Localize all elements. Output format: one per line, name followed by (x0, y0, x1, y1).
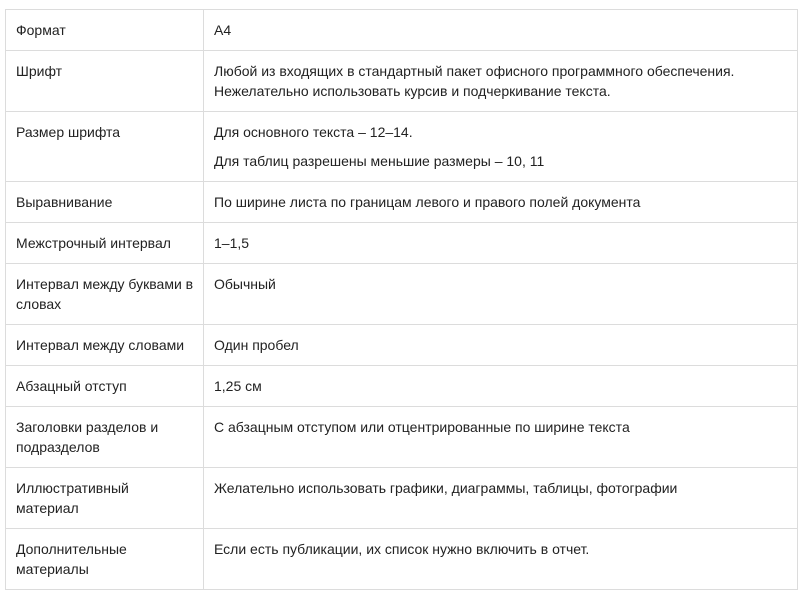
table-row (6, 112, 798, 182)
value-line: По ширине листа по границам левого и правого полей документа (214, 194, 641, 210)
value-line: Желательно использовать графики, диаграммы, таблицы, фотографии (214, 480, 678, 496)
value-line: С абзацным отступом или отцентрированные по ширине текста (214, 419, 630, 435)
row-label: Формат (6, 10, 204, 51)
row-value (204, 468, 798, 529)
table-row (6, 223, 798, 264)
table-row (6, 264, 798, 325)
value-line: Один пробел (214, 337, 299, 353)
row-value (204, 264, 798, 325)
row-value (204, 366, 798, 407)
table-row (6, 407, 798, 468)
row-label: Размер шрифта (6, 112, 204, 182)
table-row (6, 468, 798, 529)
row-value (204, 10, 798, 51)
value-line: Для таблиц разрешены меньшие размеры – 10, 11 (214, 153, 545, 169)
row-value (204, 407, 798, 468)
row-label: Абзацный отступ (6, 366, 204, 407)
row-value (204, 529, 798, 590)
row-label: Шрифт (6, 51, 204, 112)
value-line: Обычный (214, 276, 276, 292)
row-label: Заголовки разделов и подразделов (6, 407, 204, 468)
row-label: Интервал между словами (6, 325, 204, 366)
row-label: Межстрочный интервал (6, 223, 204, 264)
table-row (6, 325, 798, 366)
row-label: Интервал между буквами в словах (6, 264, 204, 325)
table-row (6, 10, 798, 51)
row-value (204, 325, 798, 366)
value-line: Любой из входящих в стандартный пакет офисного программного обеспечения. (214, 63, 735, 79)
row-label: Дополнительные материалы (6, 529, 204, 590)
table-row (6, 51, 798, 112)
value-line: А4 (214, 22, 232, 38)
row-value (204, 223, 798, 264)
table-row (6, 529, 798, 590)
value-line: Нежелательно использовать курсив и подчеркивание текста. (214, 83, 611, 99)
row-label: Иллюстративный материал (6, 468, 204, 529)
requirements-table (5, 9, 798, 590)
table-row (6, 182, 798, 223)
value-line: 1–1,5 (214, 235, 250, 251)
table-row (6, 366, 798, 407)
value-line: 1,25 см (214, 378, 262, 394)
formatting-requirements (5, 9, 797, 590)
row-value (204, 182, 798, 223)
row-value (204, 112, 798, 182)
row-label: Выравнивание (6, 182, 204, 223)
value-line: Если есть публикации, их список нужно включить в отчет. (214, 541, 590, 557)
row-value (204, 51, 798, 112)
value-line: Для основного текста – 12–14. (214, 124, 413, 140)
